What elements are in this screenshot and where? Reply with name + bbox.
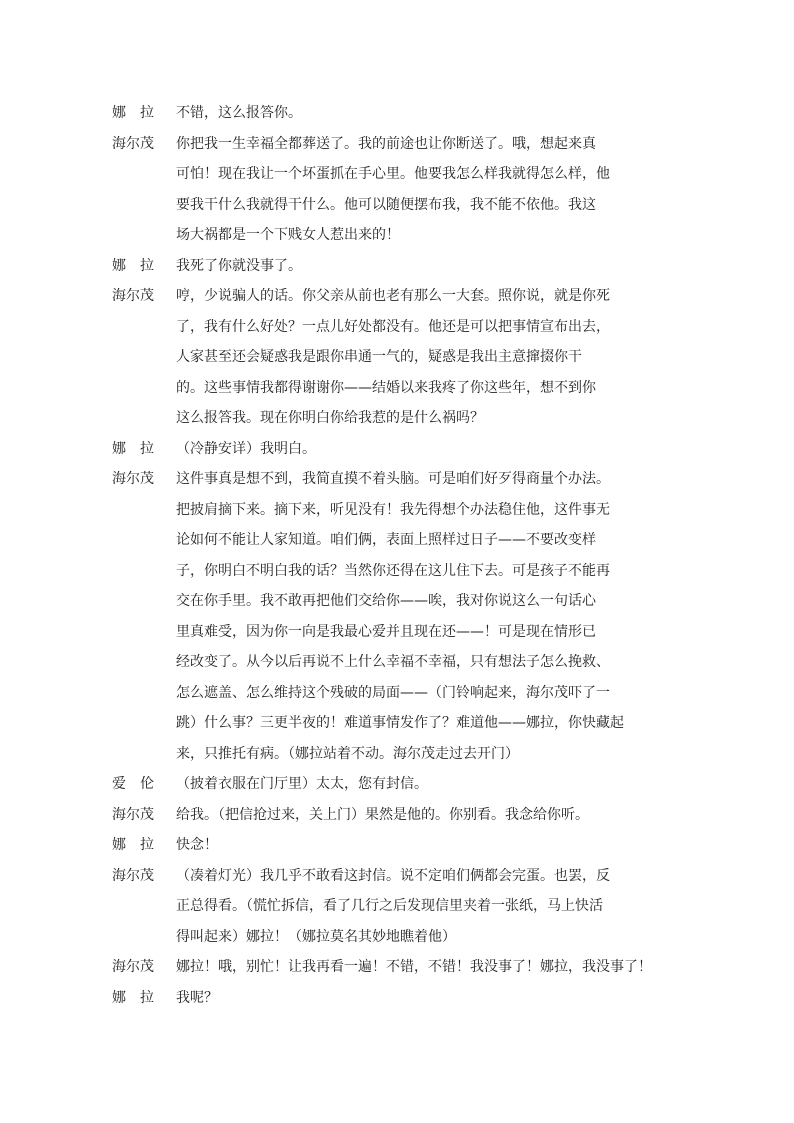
dialogue-entry [112, 129, 612, 251]
speaker-name: 娜 拉 [112, 837, 154, 853]
dialogue-line: 怎么遮盖、怎么维持这个残破的局面——（门铃响起来，海尔茂吓了一 [176, 684, 610, 701]
dialogue-line: 正总得看。（慌忙拆信，看了几行之后发现信里夹着一张纸，马上快活 [176, 898, 603, 914]
dialogue-line: 这么报答我。现在你明白你给我惹的是什么祸吗？ [176, 410, 484, 426]
play-script [112, 98, 652, 1013]
dialogue-entry [112, 983, 612, 1014]
dialogue-line: 把披肩摘下来。摘下来，听见没有！我先得想个办法稳住他，这件事无 [176, 501, 610, 518]
dialogue-entry [112, 769, 612, 800]
speaker-name: 娜 拉 [112, 440, 154, 457]
dialogue-entry [112, 830, 612, 861]
dialogue-entry [112, 281, 612, 434]
dialogue-line: （凑着灯光）我几乎不敢看这封信。说不定咱们俩都会完蛋。也罢，反 [176, 867, 610, 884]
dialogue-line: 子，你明白不明白我的话？当然你还得在这儿住下去。可是孩子不能再 [176, 562, 610, 579]
dialogue-entry [112, 251, 612, 282]
dialogue-entry [112, 464, 624, 769]
speaker-name: 娜 拉 [112, 105, 154, 121]
dialogue-line: 经改变了。从今以后再说不上什么幸福不幸福，只有想法子怎么挽救、 [176, 654, 610, 670]
dialogue-line: 跳）什么事？三更半夜的！难道事情发作了？难道他——娜拉，你快藏起 [176, 715, 624, 731]
dialogue-entry [112, 800, 612, 831]
dialogue-entry [112, 952, 652, 983]
dialogue-entry [112, 861, 612, 953]
dialogue-line: 这件事真是想不到，我简直摸不着头脑。可是咱们好歹得商量个办法。 [176, 471, 610, 487]
dialogue-text [176, 800, 606, 831]
dialogue-line: （披着衣服在门厅里）太太，您有封信。 [176, 776, 428, 792]
dialogue-text [176, 129, 610, 251]
dialogue-text [176, 281, 610, 434]
dialogue-text [176, 251, 606, 282]
dialogue-line: 来，只推托有病。（娜拉站着不动。海尔茂走过去开门） [176, 745, 519, 762]
dialogue-line: 了，我有什么好处？一点儿好处都没有。他还是可以把事情宣布出去， [176, 318, 610, 335]
dialogue-text [176, 464, 624, 769]
dialogue-line: 我死了你就没事了。 [176, 257, 302, 274]
dialogue-line: 快念！ [176, 837, 218, 853]
dialogue-line: 交在你手里。我不敢再把他们交给你——唉，我对你说这么一句话心 [176, 593, 596, 609]
dialogue-line: 可怕！现在我让一个坏蛋抓在手心里。他要我怎么样我就得怎么样，他 [176, 166, 610, 182]
dialogue-line: 要我干什么我就得干什么。他可以随便摆布我，我不能不依他。我这 [176, 196, 596, 213]
dialogue-text [176, 861, 610, 953]
dialogue-line: （冷静安详）我明白。 [176, 440, 316, 457]
speaker-name: 爱 伦 [112, 776, 154, 792]
speaker-name: 海尔茂 [112, 288, 154, 304]
speaker-name: 海尔茂 [112, 867, 154, 884]
dialogue-entry [112, 434, 612, 465]
dialogue-line: 给我。（把信抢过来，关上门）果然是他的。你别看。我念给你听。 [176, 806, 589, 823]
speaker-name: 娜 拉 [112, 257, 154, 274]
speaker-name: 海尔茂 [112, 959, 154, 975]
dialogue-entry [112, 98, 612, 129]
dialogue-line: 的。这些事情我都得谢谢你——结婚以来我疼了你这些年，想不到你 [176, 379, 596, 396]
speaker-name: 海尔茂 [112, 806, 154, 823]
dialogue-text [176, 98, 606, 129]
dialogue-line: 我呢？ [176, 989, 218, 1006]
dialogue-line: 娜拉！哦，别忙！让我再看一遍！不错，不错！我没事了！娜拉，我没事了！ [176, 959, 652, 975]
dialogue-line: 人家甚至还会疑惑我是跟你串通一气的，疑惑是我出主意撺掇你干 [176, 349, 582, 365]
dialogue-text [176, 983, 606, 1014]
speaker-name: 海尔茂 [112, 471, 154, 487]
dialogue-text [176, 952, 652, 983]
speaker-name: 海尔茂 [112, 135, 154, 152]
dialogue-text [176, 769, 606, 800]
dialogue-line: 你把我一生幸福全都葬送了。我的前途也让你断送了。哦，想起来真 [176, 135, 596, 152]
dialogue-line: 论如何不能让人家知道。咱们俩，表面上照样过日子——不要改变样 [176, 532, 596, 548]
dialogue-text [176, 434, 606, 465]
dialogue-line: 里真难受，因为你一向是我最心爱并且现在还——！可是现在情形已 [176, 623, 596, 640]
speaker-name: 娜 拉 [112, 989, 154, 1006]
dialogue-line: 场大祸都是一个下贱女人惹出来的！ [176, 227, 400, 243]
dialogue-line: 不错，这么报答你。 [176, 105, 302, 121]
dialogue-line: 哼，少说骗人的话。你父亲从前也老有那么一大套。照你说，就是你死 [176, 288, 610, 304]
dialogue-line: 得叫起来）娜拉！（娜拉莫名其妙地瞧着他） [176, 928, 456, 945]
dialogue-text [176, 830, 606, 861]
